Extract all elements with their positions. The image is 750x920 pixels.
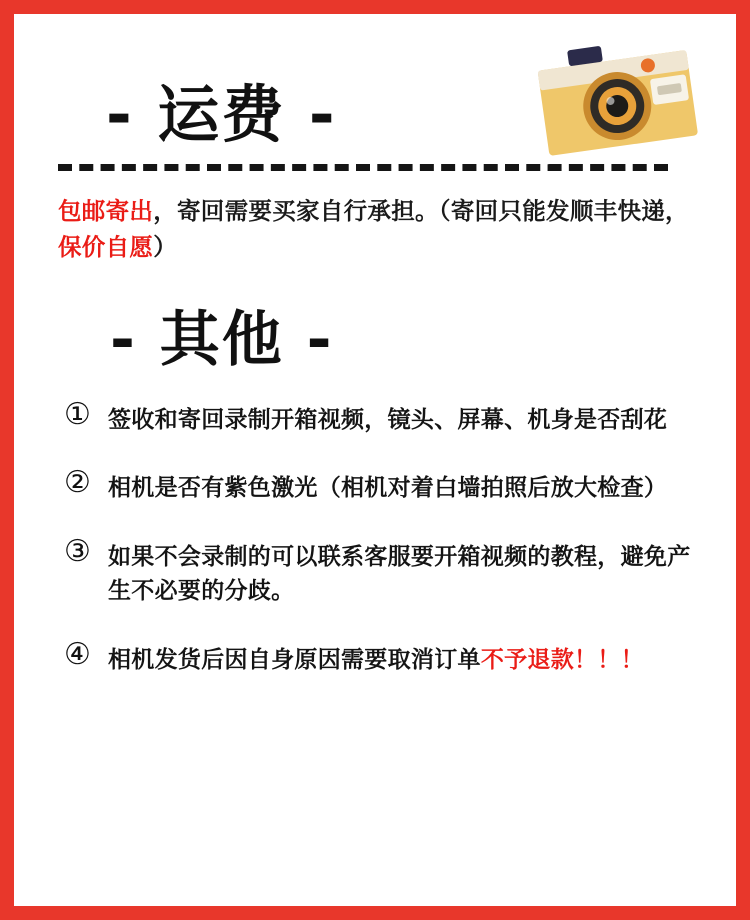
list-number-4: ④ (64, 636, 91, 672)
list-number-2: ② (64, 465, 91, 501)
list-item (58, 466, 692, 505)
list-number-3: ③ (64, 533, 91, 569)
list-item (58, 638, 692, 677)
shipping-paragraph (58, 193, 692, 266)
shipping-text-part-3: 保价自愿 (58, 234, 154, 261)
section-heading-shipping: - 运费 - (106, 78, 337, 151)
shipping-text-part-1: 包邮寄出 (58, 198, 154, 224)
list-item-text-4-part-2: 不予退款！！！ (480, 645, 644, 672)
shipping-text-part-2: ，寄回需要买家自行承担。（寄回只能发顺丰快递， (153, 198, 689, 224)
list-item (58, 535, 692, 608)
list-item (58, 398, 692, 437)
list-number-1: ① (64, 396, 91, 432)
other-notes-list (58, 398, 692, 677)
list-item-text-1: 签收和寄回录制开箱视频，镜头、屏幕、机身是否刮花 (108, 405, 668, 432)
list-item-text-4-part-1: 相机发货后因自身原因需要取消订单 (108, 645, 481, 672)
list-item-text-4 (108, 638, 692, 677)
camera-illustration (512, 22, 722, 172)
section-heading-other: - 其他 - (110, 304, 334, 375)
list-item-text-2: 相机是否有紫色激光（相机对着白墙拍照后放大检查） (108, 474, 668, 501)
poster-card (14, 14, 736, 906)
list-item-text-3: 如果不会录制的可以联系客服要开箱视频的教程，避免产生不必要的分歧。 (108, 542, 691, 604)
shipping-text-part-4: ） (153, 234, 178, 261)
